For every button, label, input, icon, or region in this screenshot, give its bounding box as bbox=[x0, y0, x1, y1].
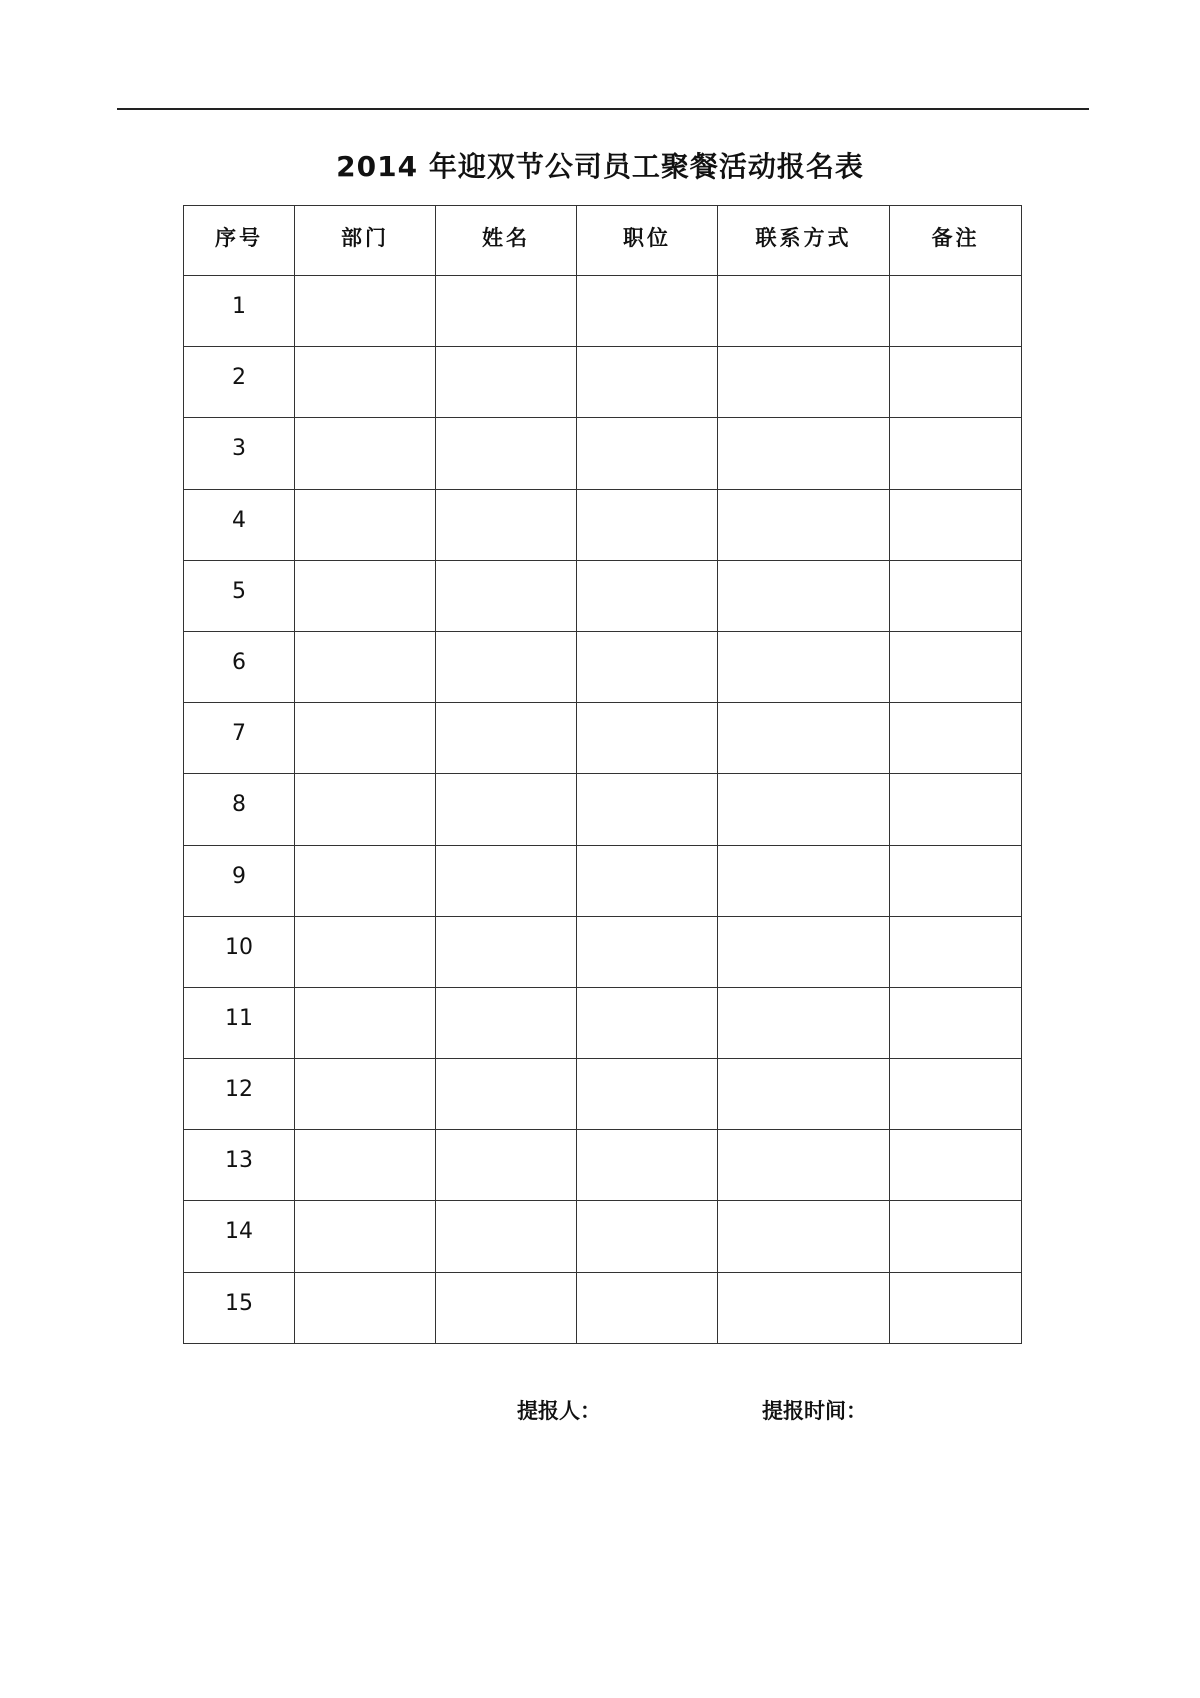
department-cell[interactable] bbox=[295, 987, 436, 1058]
row-index-cell: 12 bbox=[184, 1059, 295, 1130]
row-index-cell: 6 bbox=[184, 631, 295, 702]
row-index-cell: 2 bbox=[184, 347, 295, 418]
department-cell[interactable] bbox=[295, 1130, 436, 1201]
position-cell[interactable] bbox=[577, 1130, 718, 1201]
position-cell[interactable] bbox=[577, 703, 718, 774]
col-header-index: 序号 bbox=[184, 206, 295, 276]
remarks-cell[interactable] bbox=[890, 774, 1022, 845]
name-cell[interactable] bbox=[436, 916, 577, 987]
name-cell[interactable] bbox=[436, 631, 577, 702]
row-index-cell: 1 bbox=[184, 276, 295, 347]
contact-cell[interactable] bbox=[718, 1201, 890, 1272]
form-title: 2014 年迎双节公司员工聚餐活动报名表 bbox=[336, 150, 864, 183]
remarks-cell[interactable] bbox=[890, 1201, 1022, 1272]
name-cell[interactable] bbox=[436, 1272, 577, 1343]
name-cell[interactable] bbox=[436, 560, 577, 631]
contact-cell[interactable] bbox=[718, 276, 890, 347]
department-cell[interactable] bbox=[295, 703, 436, 774]
header-rule bbox=[117, 108, 1089, 110]
row-index-cell: 7 bbox=[184, 703, 295, 774]
registration-table bbox=[183, 205, 1022, 1344]
remarks-cell[interactable] bbox=[890, 418, 1022, 489]
table-body bbox=[184, 276, 1022, 1344]
remarks-cell[interactable] bbox=[890, 845, 1022, 916]
contact-cell[interactable] bbox=[718, 347, 890, 418]
position-cell[interactable] bbox=[577, 987, 718, 1058]
table-row bbox=[184, 1130, 1022, 1201]
row-index-cell: 4 bbox=[184, 489, 295, 560]
position-cell[interactable] bbox=[577, 1272, 718, 1343]
position-cell[interactable] bbox=[577, 916, 718, 987]
department-cell[interactable] bbox=[295, 774, 436, 845]
row-index-cell: 9 bbox=[184, 845, 295, 916]
row-index-cell: 8 bbox=[184, 774, 295, 845]
position-cell[interactable] bbox=[577, 845, 718, 916]
table-row bbox=[184, 774, 1022, 845]
name-cell[interactable] bbox=[436, 987, 577, 1058]
remarks-cell[interactable] bbox=[890, 1059, 1022, 1130]
table-row bbox=[184, 276, 1022, 347]
remarks-cell[interactable] bbox=[890, 1272, 1022, 1343]
position-cell[interactable] bbox=[577, 1059, 718, 1130]
table-row bbox=[184, 1272, 1022, 1343]
contact-cell[interactable] bbox=[718, 489, 890, 560]
remarks-cell[interactable] bbox=[890, 631, 1022, 702]
remarks-cell[interactable] bbox=[890, 347, 1022, 418]
row-index-cell: 14 bbox=[184, 1201, 295, 1272]
remarks-cell[interactable] bbox=[890, 987, 1022, 1058]
remarks-cell[interactable] bbox=[890, 703, 1022, 774]
department-cell[interactable] bbox=[295, 916, 436, 987]
department-cell[interactable] bbox=[295, 1272, 436, 1343]
department-cell[interactable] bbox=[295, 276, 436, 347]
row-index-cell: 11 bbox=[184, 987, 295, 1058]
department-cell[interactable] bbox=[295, 347, 436, 418]
contact-cell[interactable] bbox=[718, 1130, 890, 1201]
name-cell[interactable] bbox=[436, 703, 577, 774]
remarks-cell[interactable] bbox=[890, 916, 1022, 987]
col-header-department: 部门 bbox=[295, 206, 436, 276]
name-cell[interactable] bbox=[436, 418, 577, 489]
department-cell[interactable] bbox=[295, 1201, 436, 1272]
table-row bbox=[184, 916, 1022, 987]
row-index-cell: 13 bbox=[184, 1130, 295, 1201]
contact-cell[interactable] bbox=[718, 845, 890, 916]
remarks-cell[interactable] bbox=[890, 1130, 1022, 1201]
name-cell[interactable] bbox=[436, 347, 577, 418]
submitter-label: 提报人： bbox=[517, 1398, 601, 1423]
table-row bbox=[184, 489, 1022, 560]
contact-cell[interactable] bbox=[718, 560, 890, 631]
table-row bbox=[184, 347, 1022, 418]
remarks-cell[interactable] bbox=[890, 276, 1022, 347]
row-index-cell: 15 bbox=[184, 1272, 295, 1343]
department-cell[interactable] bbox=[295, 560, 436, 631]
table-row bbox=[184, 631, 1022, 702]
contact-cell[interactable] bbox=[718, 774, 890, 845]
col-header-remarks: 备注 bbox=[890, 206, 1022, 276]
position-cell[interactable] bbox=[577, 560, 718, 631]
table-row bbox=[184, 560, 1022, 631]
contact-cell[interactable] bbox=[718, 1059, 890, 1130]
submit-time-label: 提报时间： bbox=[762, 1398, 867, 1423]
col-header-name: 姓名 bbox=[436, 206, 577, 276]
department-cell[interactable] bbox=[295, 1059, 436, 1130]
position-cell[interactable] bbox=[577, 347, 718, 418]
name-cell[interactable] bbox=[436, 845, 577, 916]
table-row bbox=[184, 1059, 1022, 1130]
contact-cell[interactable] bbox=[718, 1272, 890, 1343]
header-row bbox=[184, 206, 1022, 276]
table-row bbox=[184, 987, 1022, 1058]
row-index-cell: 3 bbox=[184, 418, 295, 489]
table-row bbox=[184, 703, 1022, 774]
col-header-contact: 联系方式 bbox=[718, 206, 890, 276]
position-cell[interactable] bbox=[577, 1201, 718, 1272]
department-cell[interactable] bbox=[295, 631, 436, 702]
department-cell[interactable] bbox=[295, 418, 436, 489]
position-cell[interactable] bbox=[577, 774, 718, 845]
remarks-cell[interactable] bbox=[890, 489, 1022, 560]
department-cell[interactable] bbox=[295, 489, 436, 560]
name-cell[interactable] bbox=[436, 1201, 577, 1272]
position-cell[interactable] bbox=[577, 631, 718, 702]
row-index-cell: 10 bbox=[184, 916, 295, 987]
name-cell[interactable] bbox=[436, 774, 577, 845]
contact-cell[interactable] bbox=[718, 703, 890, 774]
table-row bbox=[184, 1201, 1022, 1272]
name-cell[interactable] bbox=[436, 276, 577, 347]
contact-cell[interactable] bbox=[718, 987, 890, 1058]
contact-cell[interactable] bbox=[718, 418, 890, 489]
name-cell[interactable] bbox=[436, 1059, 577, 1130]
department-cell[interactable] bbox=[295, 845, 436, 916]
contact-cell[interactable] bbox=[718, 916, 890, 987]
position-cell[interactable] bbox=[577, 276, 718, 347]
remarks-cell[interactable] bbox=[890, 560, 1022, 631]
position-cell[interactable] bbox=[577, 418, 718, 489]
row-index-cell: 5 bbox=[184, 560, 295, 631]
name-cell[interactable] bbox=[436, 489, 577, 560]
table-row bbox=[184, 418, 1022, 489]
table-row bbox=[184, 845, 1022, 916]
position-cell[interactable] bbox=[577, 489, 718, 560]
contact-cell[interactable] bbox=[718, 631, 890, 702]
name-cell[interactable] bbox=[436, 1130, 577, 1201]
col-header-position: 职位 bbox=[577, 206, 718, 276]
